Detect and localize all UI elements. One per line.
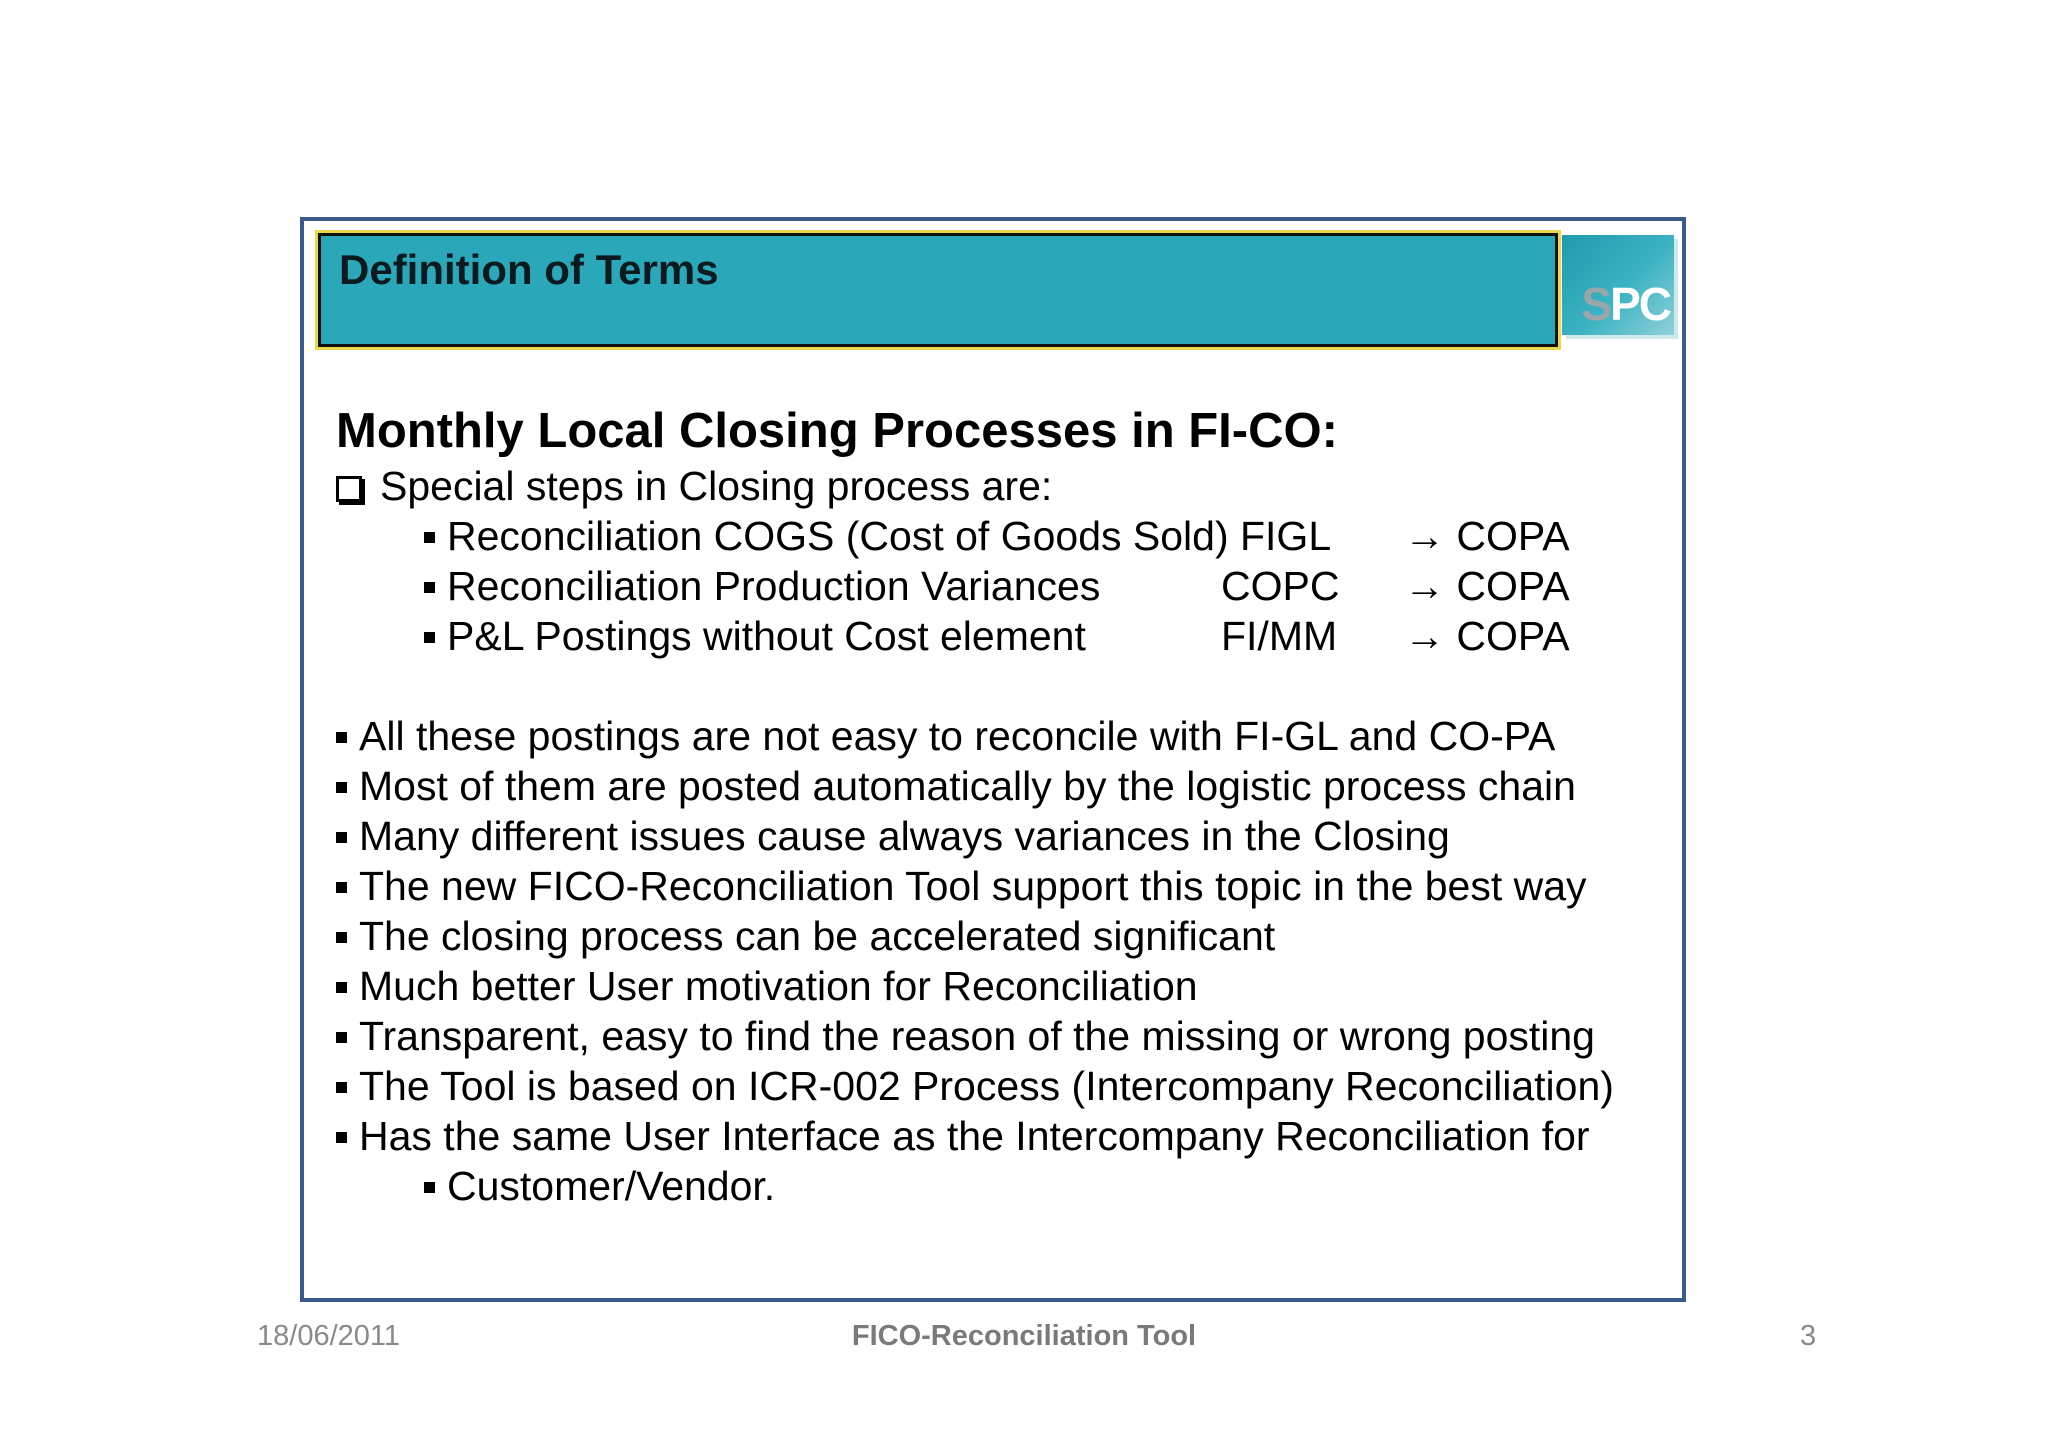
step-label: P&L Postings without Cost element [447, 613, 1086, 659]
bullet-text: All these postings are not easy to reconcile with FI-GL and CO-PA [359, 713, 1556, 759]
step-target: → COPA [1404, 513, 1570, 559]
header-title: Definition of Terms [339, 246, 719, 293]
bullet-item [336, 861, 1676, 911]
square-bullet-icon [424, 632, 435, 643]
square-bullet-icon [424, 1182, 435, 1193]
bullet-item [336, 961, 1676, 1011]
step-row [336, 511, 1676, 561]
step-target: → COPA [1404, 563, 1570, 609]
footer-title: FICO-Reconciliation Tool [851, 1320, 1197, 1352]
bullet-item [336, 761, 1676, 811]
spacer [336, 661, 1676, 711]
logo-text: SPC [1581, 278, 1670, 330]
bullet-text: Much better User motivation for Reconciliation [359, 963, 1198, 1009]
square-bullet-icon [336, 1132, 347, 1143]
bullet-text: The closing process can be accelerated significant [359, 913, 1276, 959]
section-heading: Monthly Local Closing Processes in FI-CO: [336, 404, 1338, 458]
step-target: → COPA [1404, 613, 1570, 659]
step-system: FI/MM [1221, 613, 1338, 659]
bullet-text: Most of them are posted automatically by the logistic process chain [359, 763, 1576, 809]
bullet-item [336, 911, 1676, 961]
step-system: COPC [1221, 563, 1340, 609]
intro-text: Special steps in Closing process are: [380, 463, 1053, 509]
bullet-item [336, 1111, 1676, 1161]
footer-date: 18/06/2011 [257, 1320, 400, 1352]
sub-bullet-item [336, 1161, 1676, 1211]
square-bullet-icon [336, 1082, 347, 1093]
intro-line [336, 461, 1676, 511]
header-bar [318, 233, 1558, 347]
step-label: Reconciliation Production Variances [447, 563, 1101, 609]
sub-bullet-text: Customer/Vendor. [447, 1163, 776, 1209]
bullet-item [336, 811, 1676, 861]
square-bullet-icon [336, 1032, 347, 1043]
bullet-item [336, 711, 1676, 761]
bullet-text: Has the same User Interface as the Intercompany Reconciliation for [359, 1113, 1590, 1159]
square-bullet-icon [336, 982, 347, 993]
slide-frame [300, 217, 1686, 1302]
square-bullet-icon [424, 582, 435, 593]
bullet-text: Transparent, easy to find the reason of the missing or wrong posting [359, 1013, 1595, 1059]
bullet-text: The Tool is based on ICR-002 Process (Intercompany Reconciliation) [359, 1063, 1614, 1109]
bullet-text: Many different issues cause always variances in the Closing [359, 813, 1450, 859]
step-row [336, 561, 1676, 611]
step-label: Reconciliation COGS (Cost of Goods Sold) FIGL [447, 513, 1332, 559]
square-bullet-icon [336, 732, 347, 743]
bullet-item [336, 1011, 1676, 1061]
square-bullet-icon [336, 932, 347, 943]
page-number: 3 [1800, 1320, 1817, 1352]
spc-logo [1562, 235, 1674, 335]
square-bullet-icon [336, 882, 347, 893]
bullet-item [336, 1061, 1676, 1111]
square-bullet-icon [424, 532, 435, 543]
slide-content [336, 403, 1676, 1211]
square-bullet-icon [336, 832, 347, 843]
step-row [336, 611, 1676, 661]
bullet-text: The new FICO-Reconciliation Tool support this topic in the best way [359, 863, 1587, 909]
square-bullet-icon [336, 782, 347, 793]
checkbox-bullet-icon [336, 476, 362, 502]
